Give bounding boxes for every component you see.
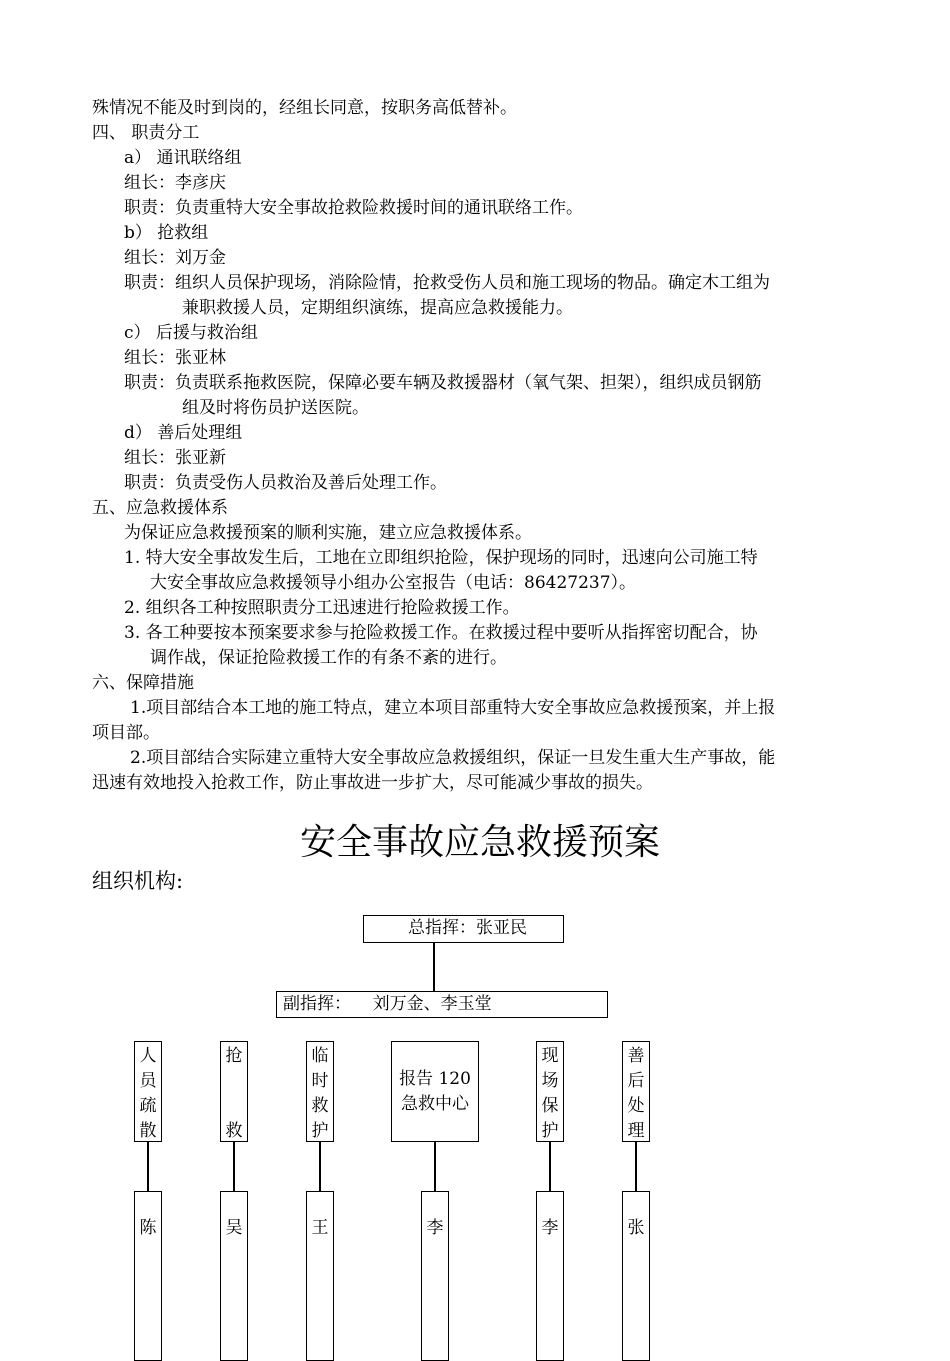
section-heading: 四、 职责分工 — [92, 123, 200, 143]
connector-line — [233, 1142, 235, 1191]
org-label: 组织机构: — [92, 869, 184, 893]
group-heading: a） 通讯联络组 — [124, 148, 242, 168]
group-box-site-protection: 现 场 保 护 — [536, 1041, 564, 1142]
page-title: 安全事故应急救援预案 — [300, 822, 661, 863]
group-heading: d） 善后处理组 — [124, 423, 243, 443]
list-item: 2. 组织各工种按照职责分工迅速进行抢险救援工作。 — [124, 598, 520, 618]
text-line: 2.项目部结合实际建立重特大安全事故应急救援组织，保证一旦发生重大生产事故，能 — [130, 748, 776, 768]
text-line: 为保证应急救援预案的顺利实施，建立应急救援体系。 — [124, 523, 532, 543]
group-box-aftermath: 善 后 处 理 — [622, 1041, 650, 1142]
group-box-evacuation: 人 员 疏 散 — [134, 1041, 162, 1142]
text-line: 职责：负责重特大安全事故抢救险救援时间的通讯联络工作。 — [124, 198, 583, 218]
text-line: 组长：刘万金 — [124, 248, 226, 268]
text-line: 组及时将伤员护送医院。 — [182, 398, 369, 418]
group-box-rescue: 抢 救 — [220, 1041, 248, 1142]
group-box-report-120: 报告 120 急救中心 — [391, 1041, 479, 1142]
group-heading: b） 抢救组 — [124, 223, 209, 243]
text-line: 1.项目部结合本工地的施工特点，建立本项目部重特大安全事故应急救援预案，并上报 — [130, 698, 776, 718]
section-heading: 五、应急救援体系 — [92, 498, 228, 518]
person-box: 陈 — [134, 1191, 162, 1361]
text-line: 迅速有效地投入抢救工作，防止事故进一步扩大，尽可能减少事故的损失。 — [92, 773, 653, 793]
text-line: 组长：张亚林 — [124, 348, 226, 368]
text-line: 职责：组织人员保护现场，消除险情，抢救受伤人员和施工现场的物品。确定木工组为 — [124, 273, 770, 293]
list-item: 1. 特大安全事故发生后，工地在立即组织抢险，保护现场的同时，迅速向公司施工特 — [124, 548, 758, 568]
connector-line — [319, 1142, 321, 1191]
text-line: 组长：李彦庆 — [124, 173, 226, 193]
list-item: 3. 各工种要按本预案要求参与抢险救援工作。在救援过程中要听从指挥密切配合，协 — [124, 623, 758, 643]
text-line: 大安全事故应急救援领导小组办公室报告（电话：86427237）。 — [150, 573, 637, 593]
connector-line — [434, 1142, 436, 1191]
text-line: 组长：张亚新 — [124, 448, 226, 468]
person-box: 张 — [622, 1191, 650, 1361]
deputy-box: 副指挥： 刘万金、李玉堂 — [276, 991, 608, 1018]
connector-line — [549, 1142, 551, 1191]
group-heading: c） 后援与救治组 — [124, 323, 258, 343]
person-box: 吴 — [220, 1191, 248, 1361]
text-line: 调作战，保证抢险救援工作的有条不紊的进行。 — [150, 648, 507, 668]
person-box: 李 — [421, 1191, 449, 1361]
text-line: 项目部。 — [92, 723, 160, 743]
connector-line — [147, 1142, 149, 1191]
section-heading: 六、保障措施 — [92, 673, 194, 693]
text-line: 职责：负责联系拖救医院，保障必要车辆及救援器材（氧气架、担架），组织成员钢筋 — [124, 373, 762, 393]
connector-line — [433, 943, 435, 992]
text-line: 兼职救援人员，定期组织演练，提高应急救援能力。 — [182, 298, 573, 318]
commander-box: 总指挥：张亚民 — [363, 915, 564, 943]
group-box-first-aid: 临 时 救 护 — [306, 1041, 334, 1142]
person-box: 王 — [306, 1191, 334, 1361]
connector-line — [635, 1142, 637, 1191]
person-box: 李 — [536, 1191, 564, 1361]
text-line: 职责：负责受伤人员救治及善后处理工作。 — [124, 473, 447, 493]
text-line: 殊情况不能及时到岗的，经组长同意，按职务高低替补。 — [92, 98, 517, 118]
